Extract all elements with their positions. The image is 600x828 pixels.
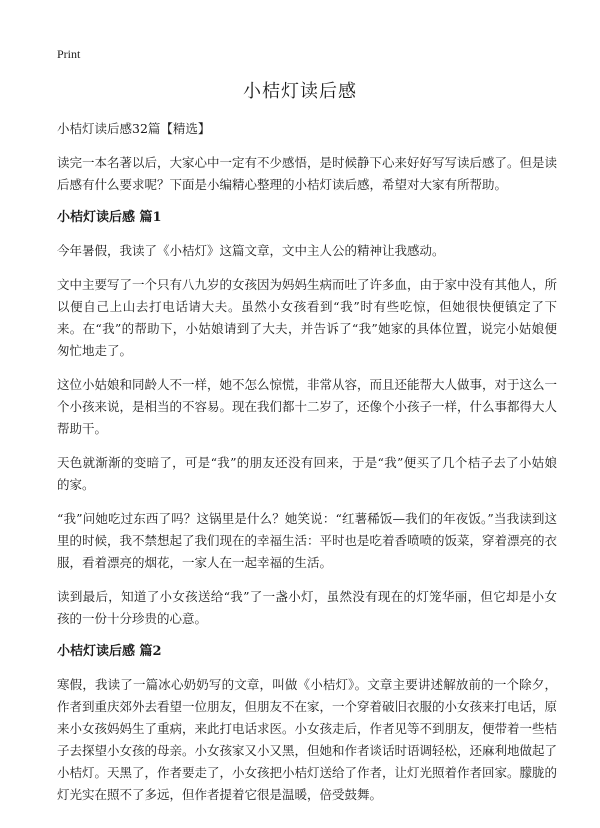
section-heading: 小桔灯读后感 篇2 [57,644,162,659]
paragraph: 寒假，我读了一篇冰心奶奶写的文章，叫做《小桔灯》。文章主要讲述解放前的一个除夕，作者到重庆郊外去看望一位朋友，但朋友不在家，一个穿着破旧衣服的小女孩来打电话，原来小女孩妈妈生了重病，来此打电话求医。小女孩走后，作者见等不到朋友，便带着一些桔子去探望小女孩的母亲。小女孩家又小又黑，但她和作者谈话时语调轻松，还麻利地做起了小桔灯。天黑了，作者要走了，小女孩把小桔灯送给了作者，让灯光照着作者回家。朦胧的灯光实在照不了多远，但作者提着它很是温暖，倍受鼓舞。 [57,677,558,802]
article-subtitle: 小桔灯读后感32篇【精选】 [57,121,211,136]
paragraph: 天色就渐渐的变暗了，可是“我”的朋友还没有回来，于是“我”便买了几个桔子去了小姑娘的家。 [57,455,557,492]
paragraph: “我”问她吃过东西了吗？这锅里是什么？她笑说：“红薯稀饭—我们的年夜饭。”当我读到这里的时候，我不禁想起了我们现在的幸福生活：平时也是吃着香喷喷的饭菜，穿着漂亮的衣服，看着漂亮的烟花，一家人在一起幸福的生活。 [57,511,558,570]
section-heading: 小桔灯读后感 篇1 [57,210,162,225]
intro-paragraph: 读完一本名著以后，大家心中一定有不少感悟，是时候静下心来好好写写读后感了。但是读后感有什么要求呢？下面是小编精心整理的小桔灯读后感，希望对大家有所帮助。 [57,155,558,192]
print-link[interactable]: Print [57,47,81,61]
paragraph: 读到最后，知道了小女孩送给“我”了一盏小灯，虽然没有现在的灯笼华丽，但它却是小女孩的一份十分珍贵的心意。 [57,589,557,626]
paragraph: 文中主要写了一个只有八九岁的女孩因为妈妈生病而吐了许多血，由于家中没有其他人，所以便自己上山去打电话请大夫。虽然小女孩看到“我”时有些吃惊，但她很快便镇定了下来。在“我”的帮助下，小姑娘请到了大夫，并告诉了“我”她家的具体位置，说完小姑娘便匆忙地走了。 [57,277,558,358]
article-body [57,120,557,818]
page-title: 小桔灯读后感 [243,81,357,102]
paragraph: 今年暑假，我读了《小桔灯》这篇文章，文中主人公的精神让我感动。 [57,243,445,258]
paragraph: 这位小姑娘和同龄人不一样，她不怎么惊慌，非常从容，而且还能帮大人做事，对于这么一个小孩来说，是相当的不容易。现在我们都十二岁了，还像个小孩子一样，什么事都得大人帮助干。 [57,377,558,436]
